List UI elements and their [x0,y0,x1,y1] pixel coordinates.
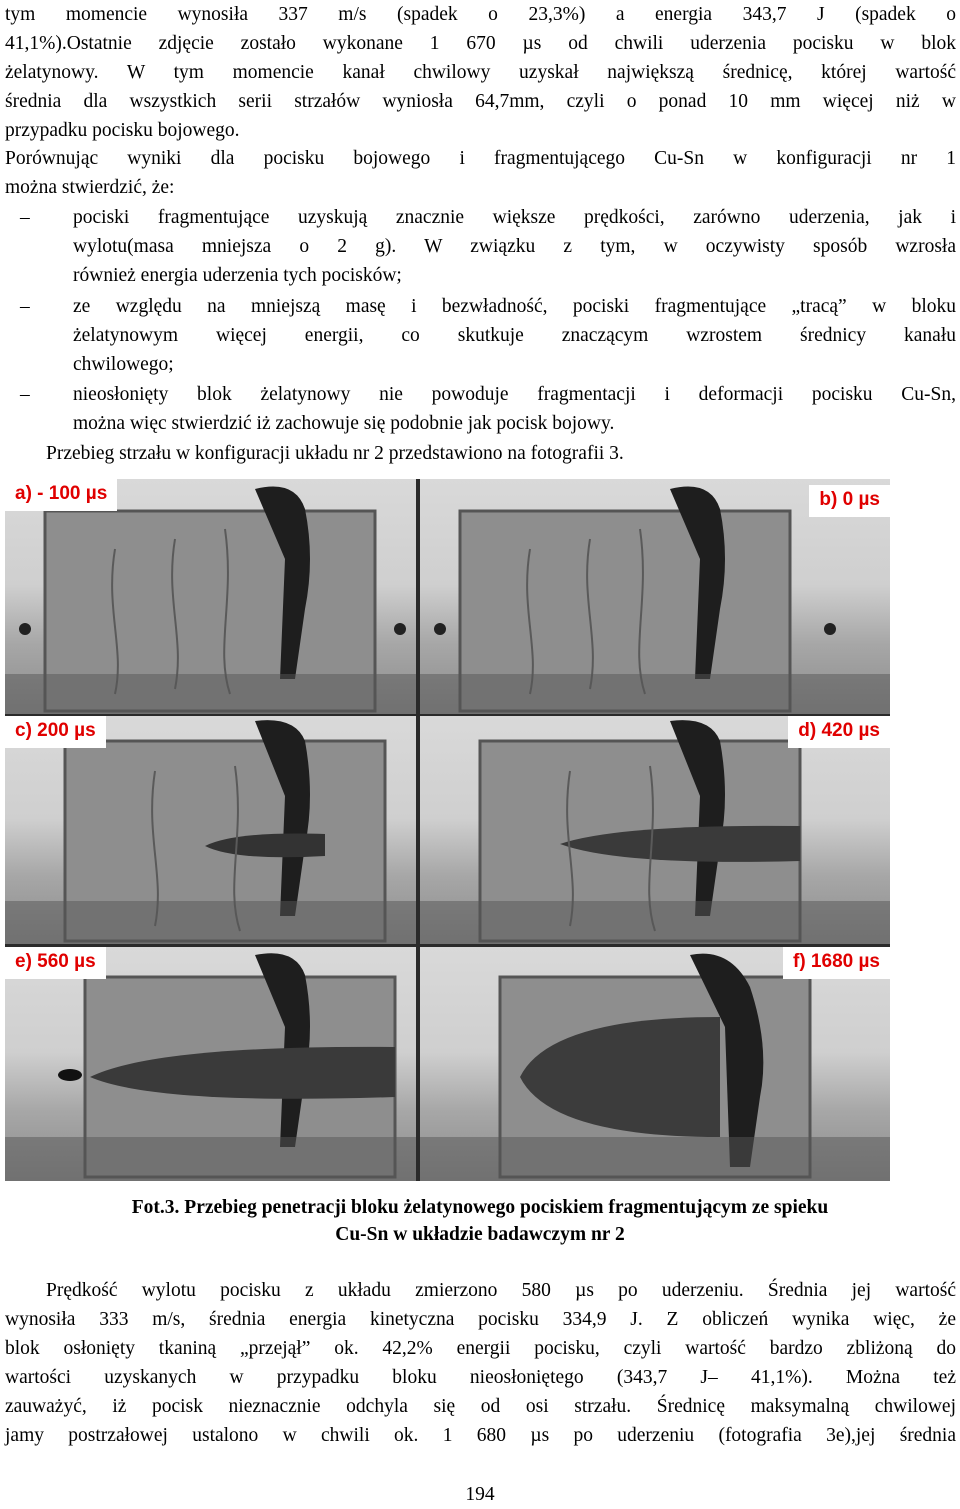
text-line: żelatynowy. W tym momencie kanał chwilowy uzyskał największą średnicę, której wartość [5,62,956,83]
bullet-item [73,380,956,438]
figure-caption-line2: Cu-Sn w układzie badawczym nr 2 [335,1224,625,1245]
time-label: a) - 100 µs [5,479,117,511]
bullet-line: pociski fragmentujące uzyskują znacznie większe prędkości, zarówno uderzenia, jak i [73,207,956,228]
text-line: Prędkość wylotu pocisku z układu zmierzono 580 µs po uderzeniu. Średnia jej wartość [46,1280,956,1301]
bullet-line: nieosłonięty blok żelatynowy nie powoduje fragmentacji i deformacji pocisku Cu-Sn, [73,384,956,405]
text-line: 41,1%).Ostatnie zdjęcie zostało wykonane 1 670 µs od chwili uderzenia pocisku w blok [5,33,956,54]
text-line: jamy postrzałowej ustalono w chwili ok. 1 680 µs po uderzeniu (fotografia 3e),jej średnia [5,1425,956,1446]
bullet-item [73,292,956,380]
photo-e [5,947,416,1181]
text-line: wartości uzyskanych w przypadku bloku nieosłoniętego (343,7 J– 41,1%). Można też [5,1367,956,1388]
figure-caption-line1: Fot.3. Przebieg penetracji bloku żelatynowego pociskiem fragmentującym ze spieku [131,1197,829,1218]
bullet-line: wylotu(masa mniejsza o 2 g). W związku z tym, w oczywisty sposób wzrosła [73,236,956,258]
bullet-dash: – [20,207,30,228]
bullet-line: chwilowego; [73,354,174,376]
text-line: przypadku pocisku bojowego. [5,120,240,141]
page-number: 194 [465,1484,495,1505]
time-label: e) 560 µs [5,947,106,979]
time-label: f) 1680 µs [783,947,890,979]
bullet-line: żelatynowym więcej energii, co skutkuje znaczącym wzrostem średnicy kanału [73,325,956,347]
time-label: d) 420 µs [788,716,890,748]
photo-grid [5,479,890,1181]
photo-intro-line: Przebieg strzału w konfiguracji układu nr 2 przedstawiono na fotografii 3. [46,443,624,464]
bullet-line: ze względu na mniejszą masę i bezwładność, pociski fragmentujące „tracą” w bloku [73,296,956,317]
text-line: można stwierdzić, że: [5,177,175,198]
bullet-dash: – [20,384,30,405]
time-label: c) 200 µs [5,716,106,748]
text-line: średnia dla wszystkich serii strzałów wyniosła 64,7mm, czyli o ponad 10 mm więcej niż w [5,91,956,112]
photo-c [5,716,416,944]
text-line: Porównując wyniki dla pocisku bojowego i fragmentującego Cu-Sn w konfiguracji nr 1 [5,148,956,169]
text-line: blok osłonięty tkaniną „przejął” ok. 42,2% energii pocisku, czyli wartość bardzo zbliżoną do [5,1338,956,1359]
photo-b [420,479,890,714]
bullet-line: również energia uderzenia tych pocisków; [73,265,402,287]
text-line: tym momencie wynosiła 337 m/s (spadek o 23,3%) a energia 343,7 J (spadek o [5,4,956,25]
bullet-item [73,203,956,291]
text-line: wynosiła 333 m/s, średnia energia kinetyczna pocisku 334,9 J. Z obliczeń wynika więc, że [5,1309,956,1330]
photo-f [420,947,890,1181]
photo-a [5,479,416,714]
text-line: zauważyć, iż pocisk nieznacznie odchyla się od osi strzału. Średnicę maksymalną chwilowej [5,1396,956,1417]
photo-d [420,716,890,944]
bullet-line: można więc stwierdzić iż zachowuje się podobnie jak pocisk bojowy. [73,413,615,435]
bullet-dash: – [20,296,30,317]
time-label: b) 0 µs [809,485,890,517]
